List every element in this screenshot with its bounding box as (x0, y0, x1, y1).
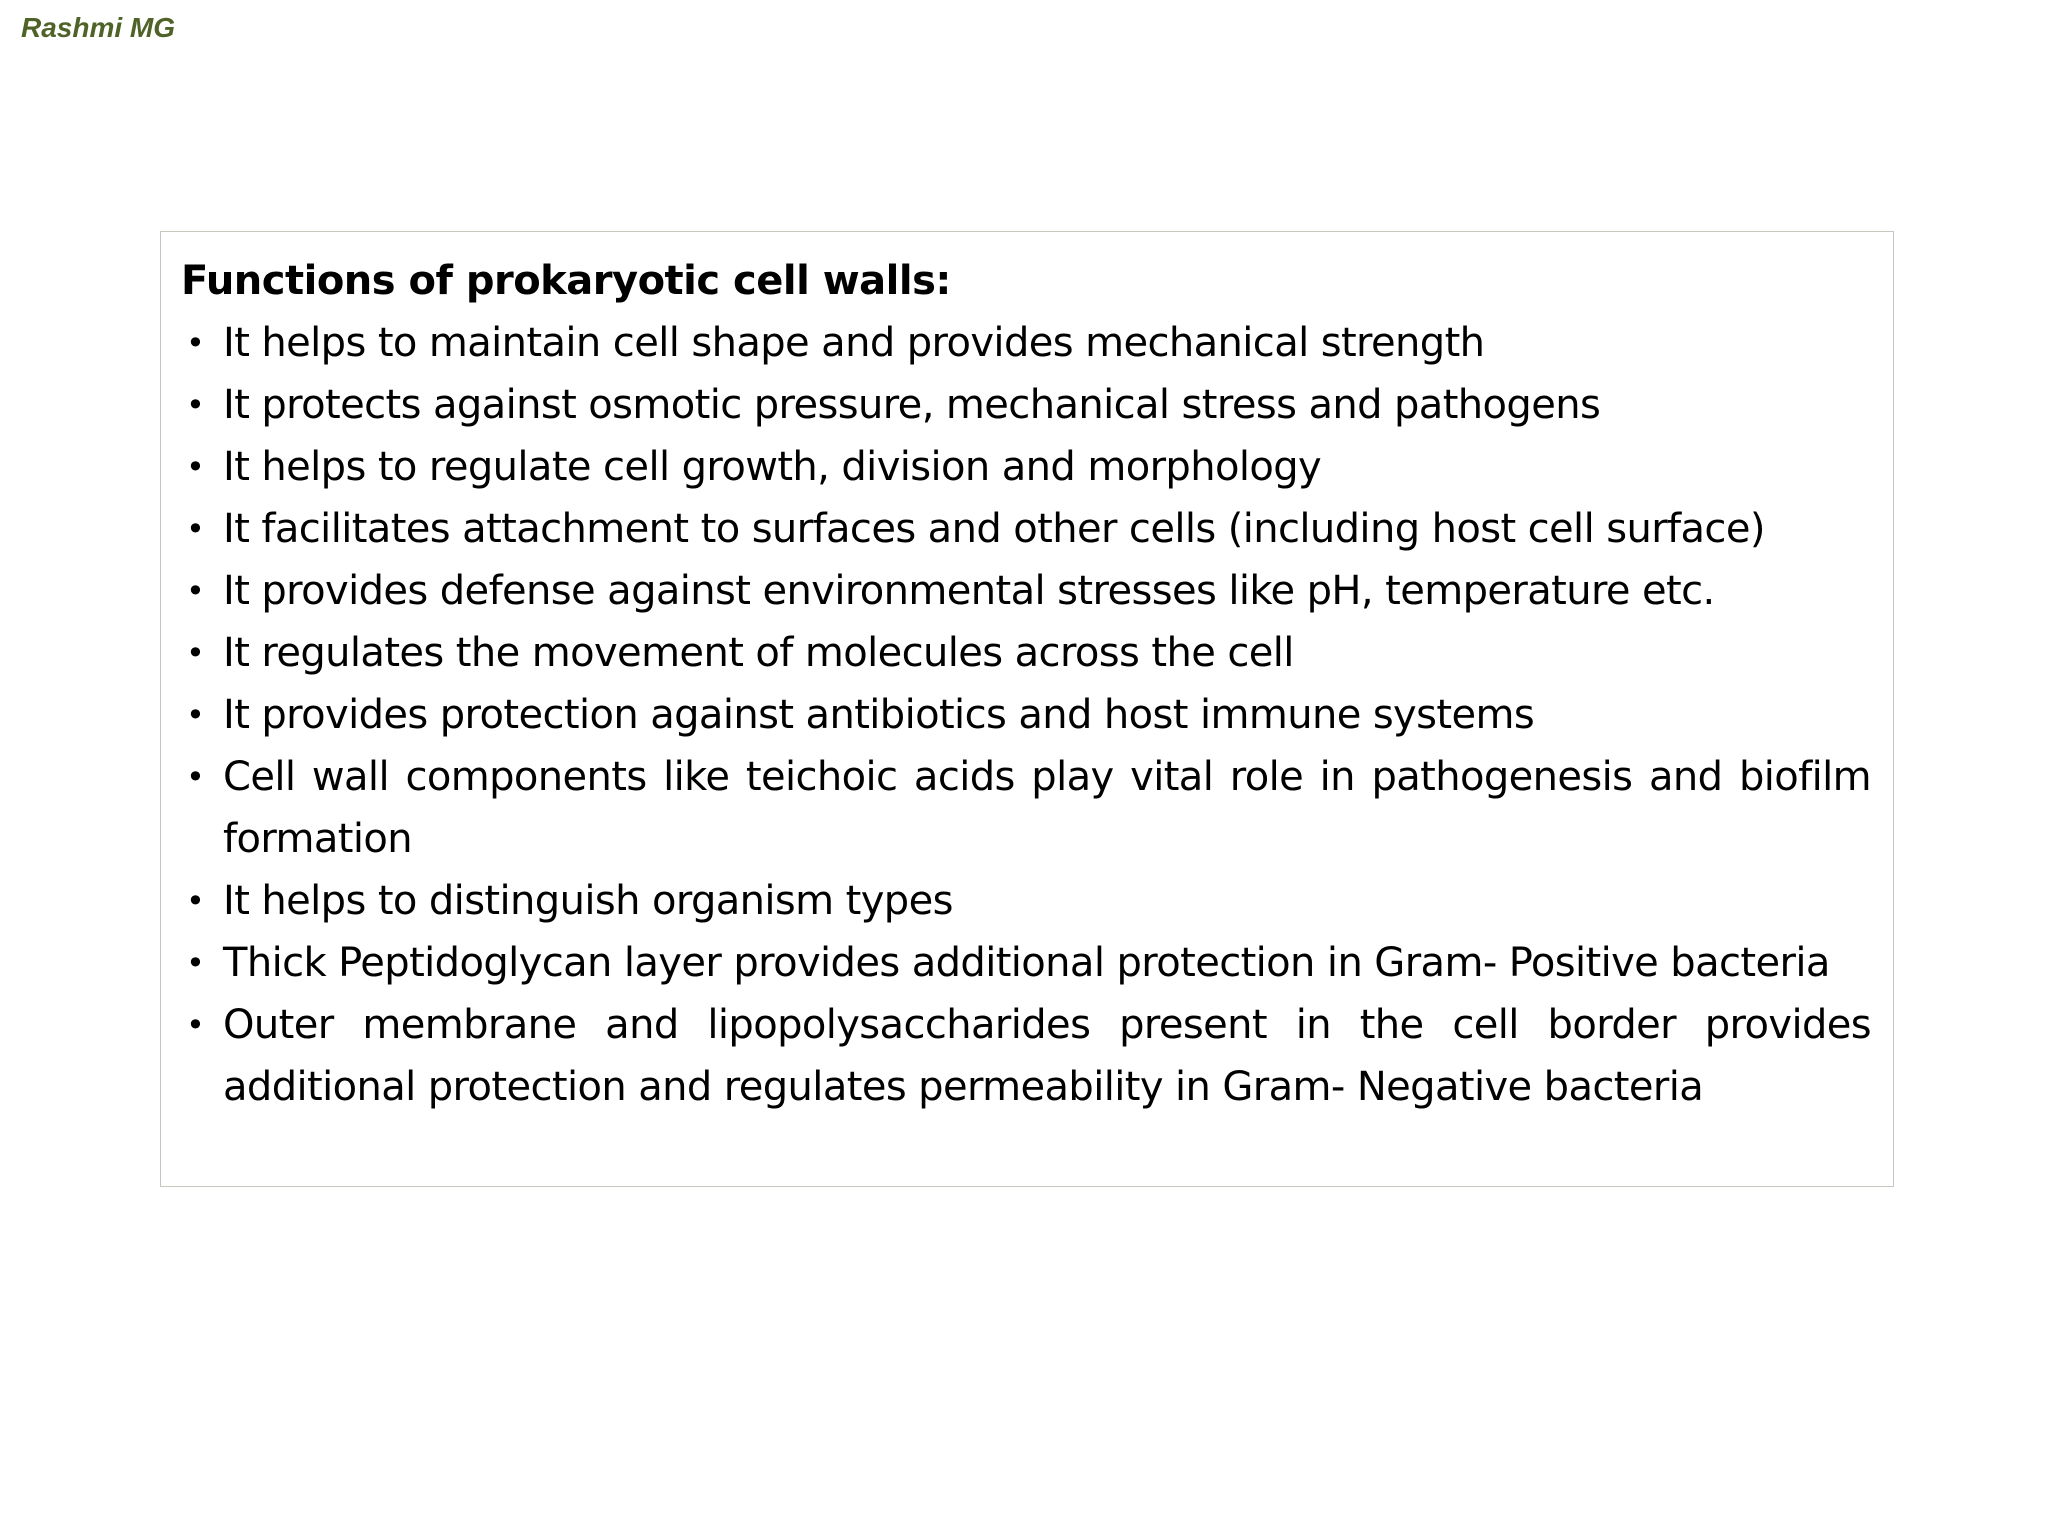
list-item-text: It helps to distinguish organism types (223, 878, 953, 924)
list-item-text: It protects against osmotic pressure, mechanical stress and pathogens (223, 382, 1601, 428)
list-item-text: Thick Peptidoglycan layer provides additional protection in Gram- Positive bacteria (223, 940, 1830, 986)
list-item (181, 994, 1871, 1118)
bullet-icon: • (186, 944, 205, 982)
list-item (181, 870, 1871, 932)
bullet-icon: • (186, 758, 205, 796)
list-item-text: Outer membrane and lipopolysaccharides present in the cell border provides additional protection and regulates permeability in Gram- Negative bacteria (223, 1002, 1871, 1110)
bullet-icon: • (186, 634, 205, 672)
slide-heading: Functions of prokaryotic cell walls: (181, 258, 951, 304)
bullet-icon: • (186, 510, 205, 548)
list-item-text: It provides protection against antibiotics and host immune systems (223, 692, 1535, 738)
list-item-text: It helps to maintain cell shape and provides mechanical strength (223, 320, 1485, 366)
bullet-icon: • (186, 448, 205, 486)
list-item (181, 684, 1871, 746)
list-item-text: It provides defense against environmental stresses like pH, temperature etc. (223, 568, 1715, 614)
list-item (181, 312, 1871, 374)
bullet-icon: • (186, 696, 205, 734)
bullet-icon: • (186, 386, 205, 424)
list-item-text: It regulates the movement of molecules across the cell (223, 630, 1294, 676)
list-item (181, 932, 1871, 994)
author-name: Rashmi MG (21, 12, 176, 43)
list-item-text: It facilitates attachment to surfaces and other cells (including host cell surface) (223, 506, 1765, 552)
list-item-text: It helps to regulate cell growth, division and morphology (223, 444, 1322, 490)
list-item (181, 374, 1871, 436)
list-item (181, 746, 1871, 870)
content-box (160, 231, 1894, 1187)
bullet-icon: • (186, 882, 205, 920)
list-item-text: Cell wall components like teichoic acids play vital role in pathogenesis and biofilm formation (223, 754, 1871, 862)
bullet-icon: • (186, 324, 205, 362)
list-item (181, 436, 1871, 498)
bullet-list (181, 312, 1871, 1118)
list-item (181, 622, 1871, 684)
list-item (181, 498, 1871, 560)
list-item (181, 560, 1871, 622)
bullet-icon: • (186, 572, 205, 610)
bullet-icon: • (186, 1006, 205, 1044)
